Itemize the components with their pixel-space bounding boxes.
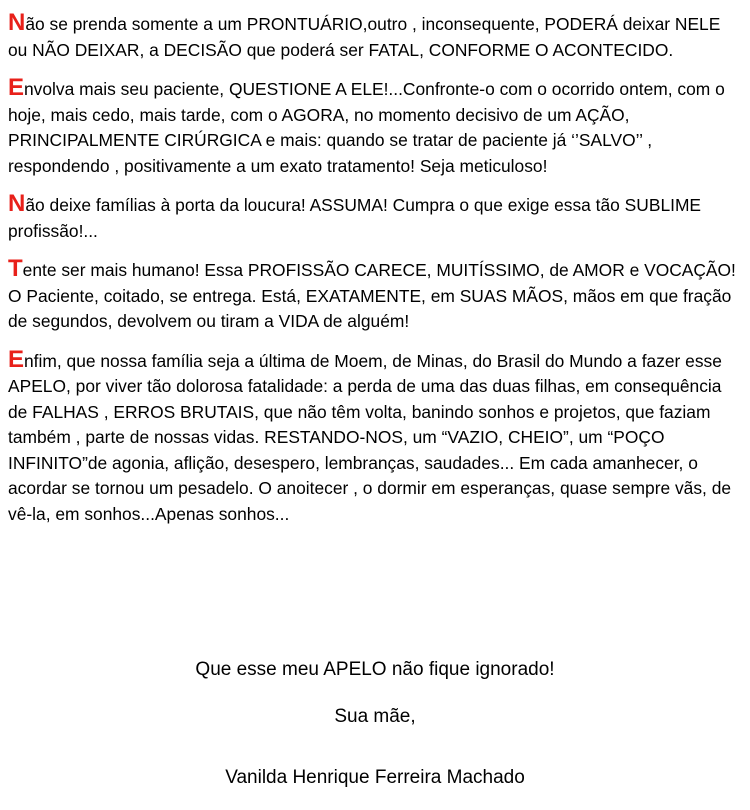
paragraph-2-text: nvolva mais seu paciente, QUESTIONE A ELE!...Confronte-o com o ocorrido ontem, com o hoje, mais cedo, mais tarde, com o AGORA, no momento decisivo de um AÇÃO, PRINCIPALMENTE CIRÚRGICA e mais: quando se tratar de paciente já ‘’SALVO’’ , respondendo , positivamente a um exato tratamento! Seja meticuloso! xyxy=(8,79,725,176)
paragraph-3 xyxy=(8,191,744,244)
closing-appeal: Que esse meu APELO não fique ignorado! xyxy=(195,659,555,680)
paragraph-4-initial: T xyxy=(8,255,23,282)
paragraph-5-text: nfim, que nossa família seja a última de Moem, de Minas, do Brasil do Mundo a fazer esse APELO, por viver tão dolorosa fatalidade: a perda de uma das duas filhas, em consequência de FALHAS , ERROS BRUTAIS, que não têm volta, banindo sonhos e projetos, que faziam também , parte de nossas vidas. RESTANDO-NOS, um “VAZIO, CHEIO”, um “POÇO INFINITO”de agonia, aflição, desespero, lembranças, saudades... Em cada amanhecer, o acordar se tornou um pesadelo. O anoitecer , o dormir em esperanças, quase sempre vãs, de vê-la, em sonhos...Apenas sonhos... xyxy=(8,350,732,524)
signature: Vanilda Henrique Ferreira Machado xyxy=(225,767,525,788)
paragraph-1-text: ão se prenda somente a um PRONTUÁRIO,outro , inconsequente, PODERÁ deixar NELE ou NÃO DEIXAR, a DECISÃO que poderá ser FATAL, CONFORME O ACONTECIDO. xyxy=(8,14,721,60)
paragraph-3-initial: N xyxy=(8,190,26,217)
paragraph-1 xyxy=(8,10,744,63)
paragraph-4-text: ente ser mais humano! Essa PROFISSÃO CARECE, MUITÍSSIMO, de AMOR e VOCAÇÃO! O Paciente, coitado, se entrega. Está, EXATAMENTE, em SUAS MÃOS, mãos em que fração de segundos, devolvem ou tiram a VIDA de alguém! xyxy=(8,260,736,331)
paragraph-2 xyxy=(8,75,744,179)
paragraph-2-initial: E xyxy=(8,74,25,101)
paragraph-1-initial: N xyxy=(8,9,26,36)
paragraph-3-text: ão deixe famílias à porta da loucura! ASSUMA! Cumpra o que exige essa tão SUBLIME profissão!... xyxy=(8,195,702,241)
closing-salutation: Sua mãe, xyxy=(334,706,416,727)
paragraph-4 xyxy=(8,256,744,335)
paragraph-5 xyxy=(8,347,744,528)
paragraph-5-initial: E xyxy=(8,345,25,373)
letter-body xyxy=(8,10,744,539)
